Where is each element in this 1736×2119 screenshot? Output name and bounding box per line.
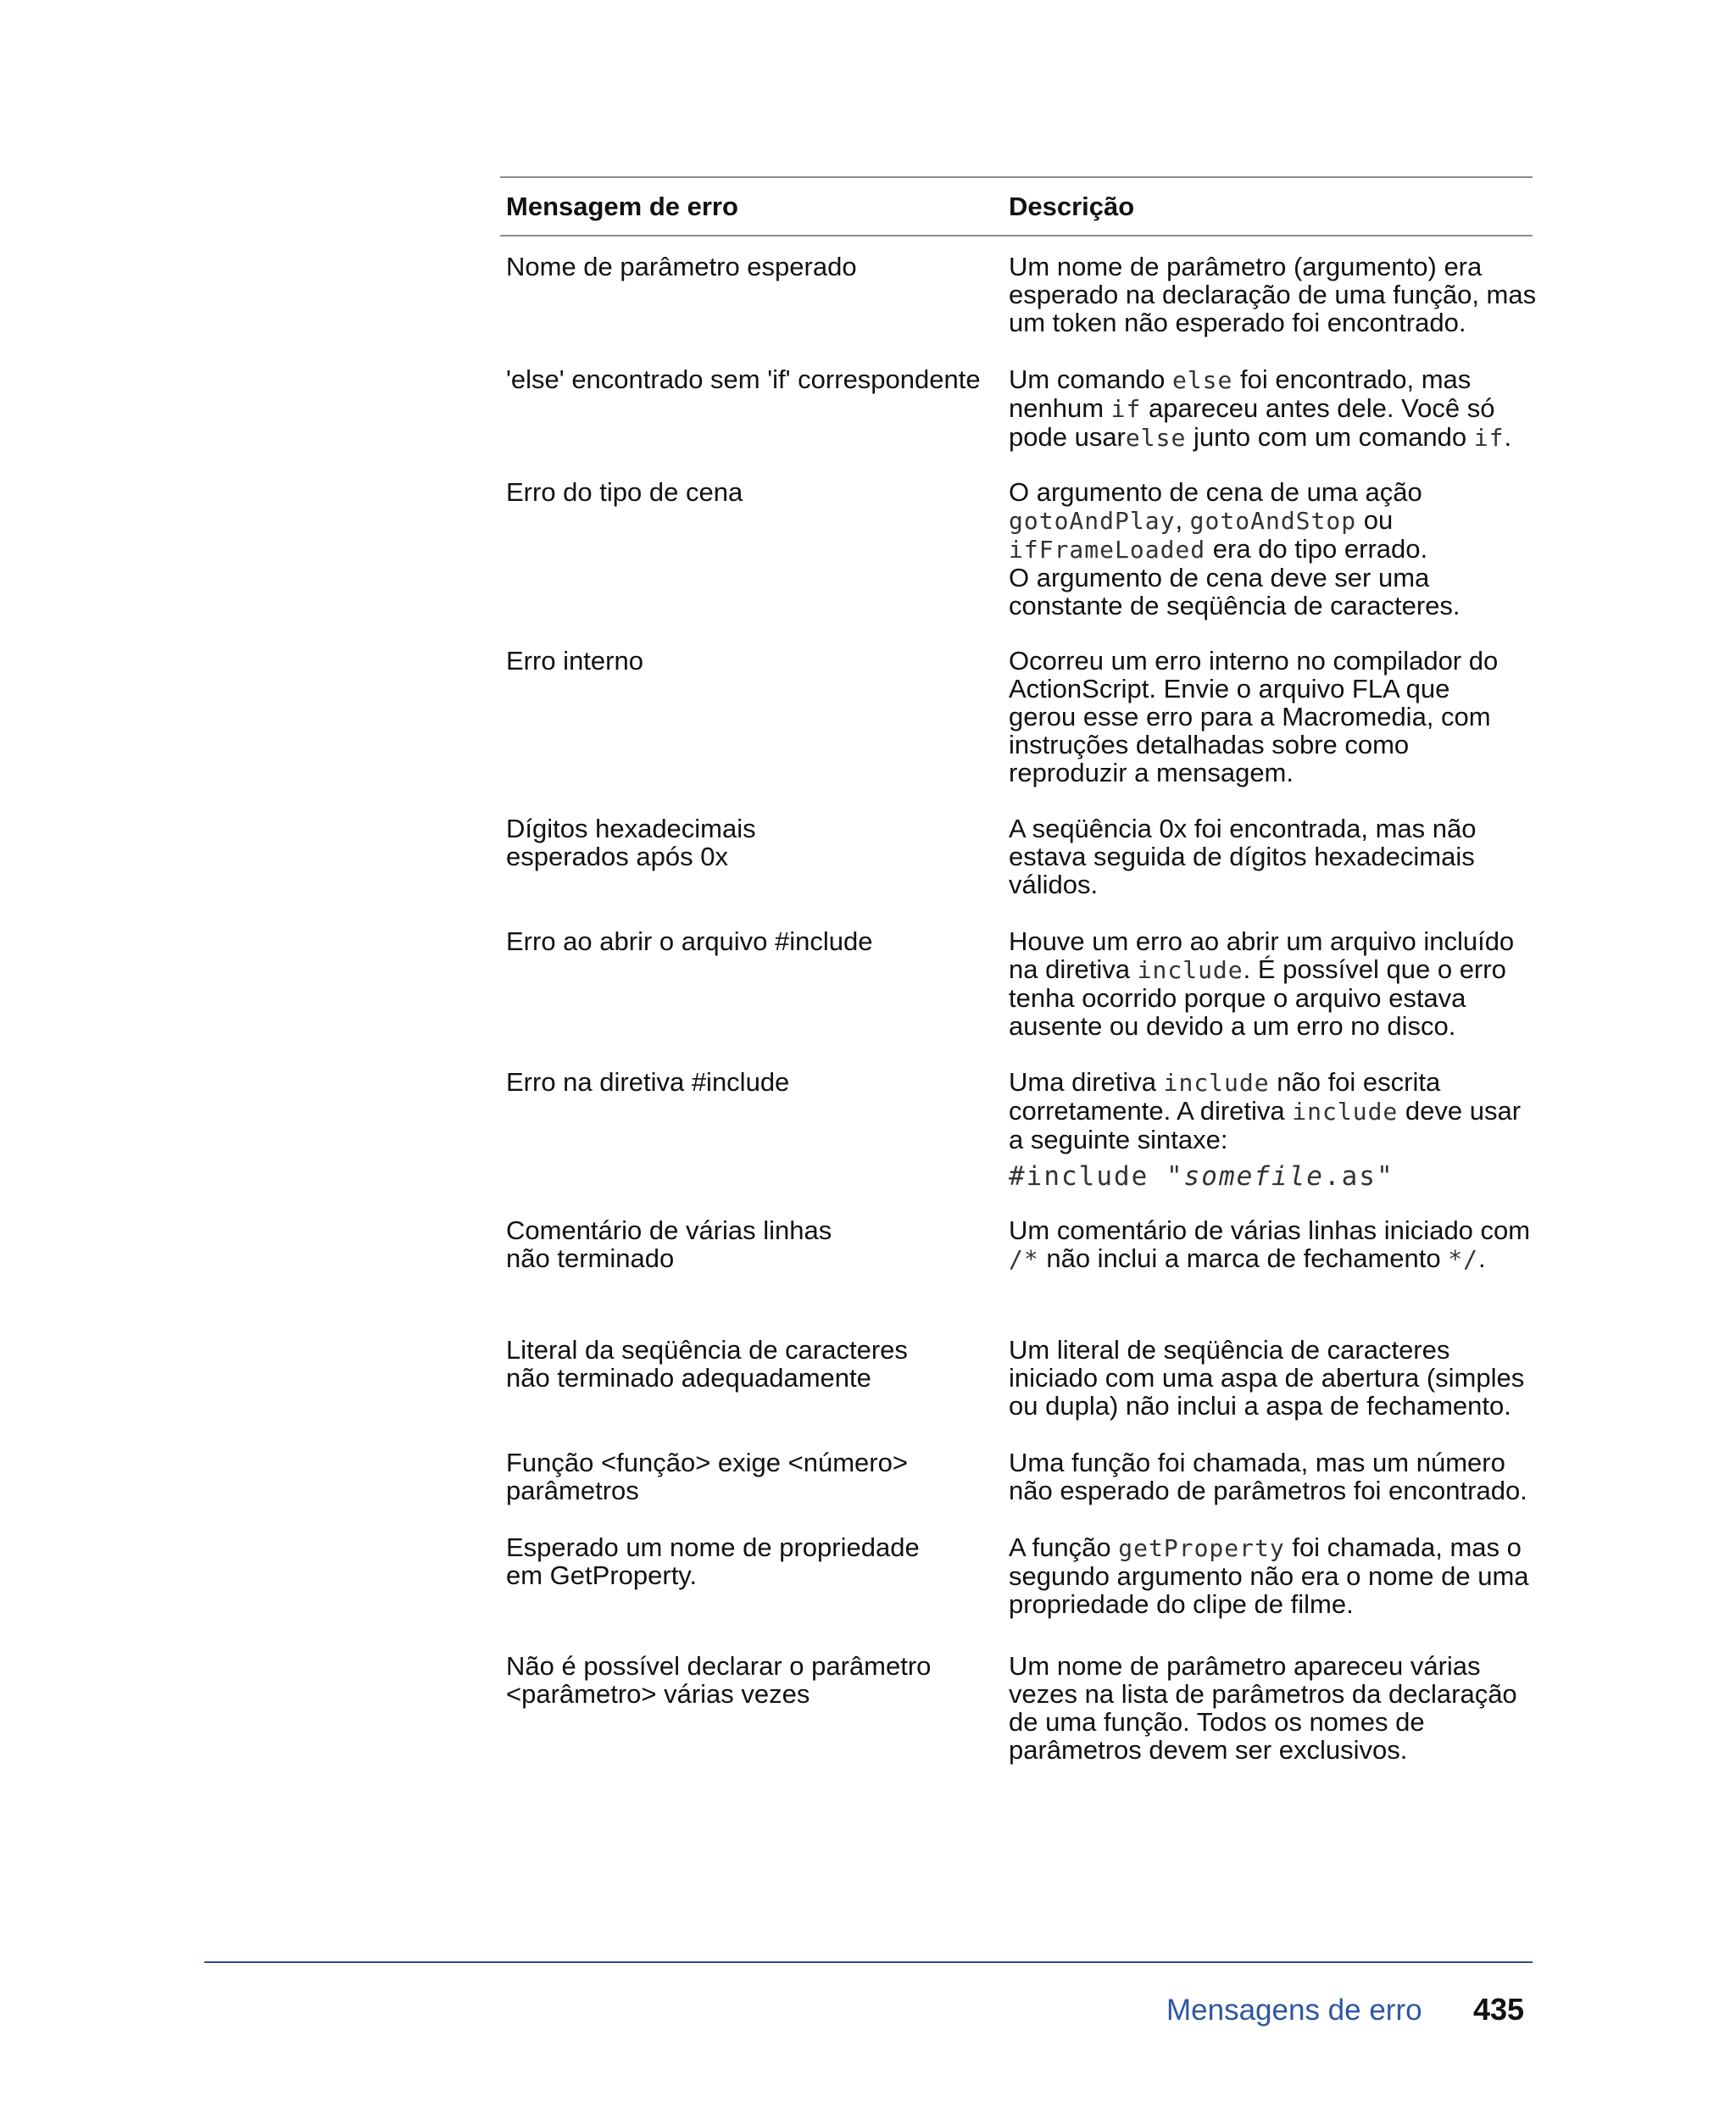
description-line: ActionScript. Envie o arquivo FLA que <box>1009 674 1450 704</box>
description-line: válidos. <box>1009 870 1099 899</box>
description-line: ou dupla) não inclui a aspa de fechamento. <box>1009 1391 1511 1421</box>
description-line: O argumento de cena deve ser uma <box>1009 563 1430 592</box>
table-row <box>500 1652 1533 1764</box>
inline-code: if <box>1473 424 1505 452</box>
error-messages-table <box>500 176 1537 1821</box>
description-line: não esperado de parâmetros foi encontrado. <box>1009 1476 1527 1505</box>
error-message-line: Comentário de várias linhas <box>506 1215 832 1245</box>
inline-code: gotoAndPlay <box>1009 507 1176 535</box>
error-message-cell <box>500 927 1009 1040</box>
error-message-line: Função <função> exige <número> <box>506 1448 908 1477</box>
description-line: A função getProperty foi chamada, mas o <box>1009 1532 1522 1562</box>
error-message-cell <box>500 478 1009 620</box>
description-line: de uma função. Todos os nomes de <box>1009 1707 1425 1737</box>
description-line: gerou esse erro para a Macromedia, com <box>1009 702 1491 731</box>
error-message-line: Erro na diretiva #include <box>506 1067 790 1097</box>
description-line: iniciado com uma aspa de abertura (simples <box>1009 1363 1525 1393</box>
description-line: pode usarelse junto com um comando if. <box>1009 422 1512 452</box>
description-line: Uma diretiva include não foi escrita <box>1009 1067 1441 1097</box>
description-cell <box>1009 815 1533 898</box>
description-line: vezes na lista de parâmetros da declaração <box>1009 1679 1517 1709</box>
description-cell <box>1009 1336 1533 1420</box>
description-line: segundo argumento não era o nome de uma <box>1009 1561 1529 1591</box>
description-line: ifFrameLoaded era do tipo errado. <box>1009 534 1428 564</box>
error-message-line: parâmetros <box>506 1476 639 1505</box>
syntax-example: #include "somefile.as" <box>1009 1161 1394 1192</box>
description-cell <box>1009 1652 1533 1764</box>
error-message-line: Não é possível declarar o parâmetro <box>506 1651 932 1681</box>
description-line: na diretiva include. É possível que o erro <box>1009 954 1506 984</box>
description-line: esperado na declaração de uma função, mas <box>1009 280 1537 309</box>
table-row <box>500 1533 1533 1618</box>
description-line: nenhum if apareceu antes dele. Você só <box>1009 393 1495 423</box>
error-message-line: não terminado <box>506 1243 675 1273</box>
error-message-cell <box>500 1533 1009 1618</box>
error-message-line: não terminado adequadamente <box>506 1363 871 1393</box>
table-row <box>500 647 1533 787</box>
table-row <box>500 365 1533 452</box>
inline-code: if <box>1110 395 1142 423</box>
description-line: Um comentário de várias linhas iniciado com <box>1009 1215 1531 1245</box>
page-number: 435 <box>1473 1992 1525 2027</box>
description-cell <box>1009 1533 1533 1618</box>
table-row <box>500 1216 1533 1273</box>
footer-section-title: Mensagens de erro <box>1166 1994 1422 2027</box>
description-line: Ocorreu um erro interno no compilador do <box>1009 646 1499 676</box>
table-row <box>500 252 1537 337</box>
error-message-line: Nome de parâmetro esperado <box>506 252 857 281</box>
description-line: /* não inclui a marca de fechamento */. <box>1009 1243 1486 1273</box>
description-cell <box>1009 478 1533 620</box>
error-message-line: Esperado um nome de propriedade <box>506 1532 920 1562</box>
description-line: instruções detalhadas sobre como <box>1009 730 1410 759</box>
error-message-cell <box>500 1336 1009 1420</box>
inline-code: else <box>1171 366 1233 394</box>
inline-code: gotoAndStop <box>1189 507 1357 535</box>
inline-code: ifFrameLoaded <box>1009 536 1206 564</box>
description-line: parâmetros devem ser exclusivos. <box>1009 1735 1408 1765</box>
description-line: A seqüência 0x foi encontrada, mas não <box>1009 814 1477 843</box>
description-line: ausente ou devido a um erro no disco. <box>1009 1011 1456 1041</box>
inline-code: */ <box>1448 1245 1478 1273</box>
header-message: Mensagem de erro <box>506 191 738 221</box>
description-line: Um comando else foi encontrado, mas <box>1009 364 1472 394</box>
inline-code: include <box>1163 1069 1270 1097</box>
inline-code: /* <box>1009 1245 1039 1273</box>
description-line: corretamente. A diretiva include deve usar <box>1009 1096 1522 1126</box>
inline-code: else <box>1125 424 1187 452</box>
error-message-cell <box>500 365 1009 452</box>
error-message-cell <box>500 253 1009 336</box>
table-row <box>500 1336 1533 1420</box>
error-message-line: 'else' encontrado sem 'if' correspondente <box>506 364 981 394</box>
table-row <box>500 927 1533 1040</box>
description-line: um token não esperado foi encontrado. <box>1009 308 1466 337</box>
description-cell <box>1009 1216 1533 1273</box>
description-cell <box>1009 647 1533 787</box>
error-message-line: <parâmetro> várias vezes <box>506 1679 810 1709</box>
table-row <box>500 478 1533 620</box>
description-line: Um nome de parâmetro apareceu várias <box>1009 1651 1481 1681</box>
error-message-cell <box>500 1652 1009 1764</box>
description-cell <box>1009 1068 1533 1191</box>
description-line: tenha ocorrido porque o arquivo estava <box>1009 983 1466 1013</box>
description-line: a seguinte sintaxe: <box>1009 1125 1228 1154</box>
description-cell <box>1009 1449 1533 1504</box>
error-message-line: Erro do tipo de cena <box>506 477 743 507</box>
error-message-cell <box>500 647 1009 787</box>
error-message-cell <box>500 1216 1009 1273</box>
description-line: reproduzir a mensagem. <box>1009 758 1294 787</box>
error-message-cell <box>500 815 1009 898</box>
table-header-row <box>500 178 1533 236</box>
error-message-line: esperados após 0x <box>506 842 728 871</box>
footer-rule <box>204 1961 1533 1963</box>
description-line: gotoAndPlay, gotoAndStop ou <box>1009 505 1394 535</box>
error-message-line: Erro ao abrir o arquivo #include <box>506 926 873 956</box>
error-message-line: em GetProperty. <box>506 1560 698 1590</box>
description-cell <box>1009 927 1533 1040</box>
description-line: propriedade do clipe de filme. <box>1009 1589 1354 1619</box>
description-cell <box>1009 252 1537 337</box>
table-row <box>500 1449 1533 1504</box>
description-line: constante de seqüência de caracteres. <box>1009 591 1461 620</box>
description-cell <box>1009 365 1533 452</box>
inline-code: getProperty <box>1118 1534 1285 1562</box>
description-line: Um literal de seqüência de caracteres <box>1009 1335 1450 1365</box>
description-line: O argumento de cena de uma ação <box>1009 477 1422 507</box>
inline-code: include <box>1137 956 1244 984</box>
error-message-line: Erro interno <box>506 646 643 676</box>
error-message-line: Dígitos hexadecimais <box>506 814 756 843</box>
error-message-line: Literal da seqüência de caracteres <box>506 1335 908 1365</box>
error-message-cell <box>500 1068 1009 1191</box>
table-row <box>500 1068 1533 1191</box>
error-message-cell <box>500 1449 1009 1504</box>
header-description: Descrição <box>1009 191 1135 221</box>
inline-code: include <box>1292 1098 1399 1126</box>
description-line: Uma função foi chamada, mas um número <box>1009 1448 1505 1477</box>
description-line: Um nome de parâmetro (argumento) era <box>1009 252 1483 281</box>
table-row <box>500 815 1533 898</box>
description-line: Houve um erro ao abrir um arquivo incluído <box>1009 926 1515 956</box>
description-line: estava seguida de dígitos hexadecimais <box>1009 842 1475 871</box>
table-body <box>500 236 1537 1821</box>
